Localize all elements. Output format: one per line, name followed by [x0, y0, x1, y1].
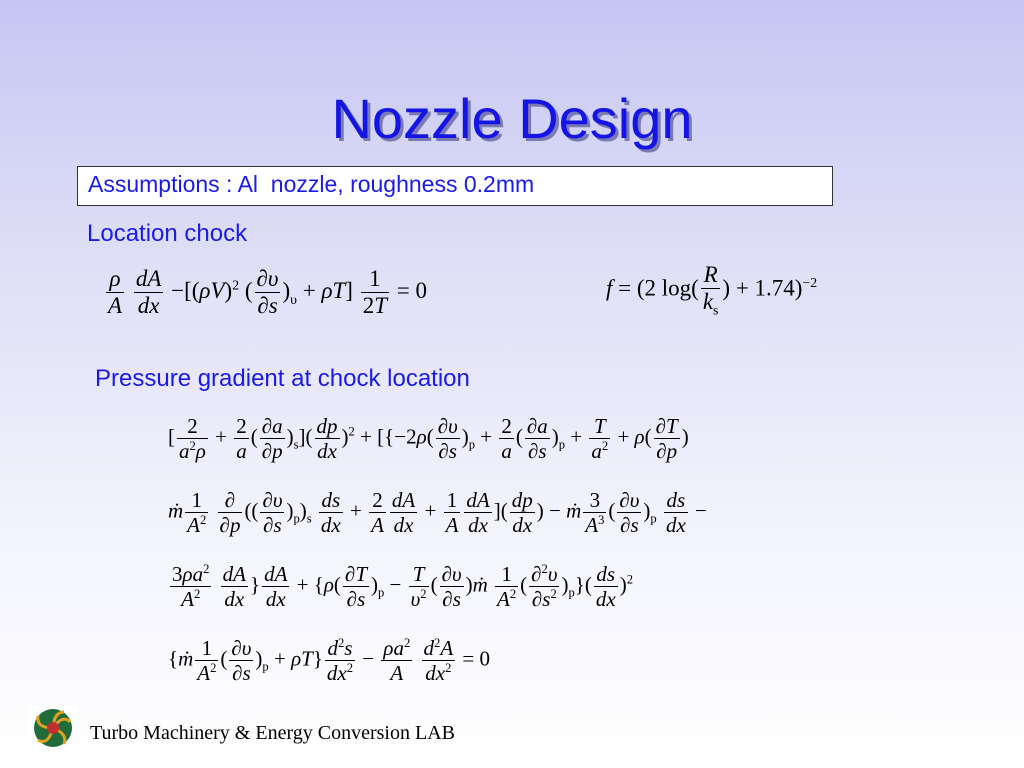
footer-lab-name: Turbo Machinery & Energy Conversion LAB [90, 722, 455, 744]
equation-pressure-line-1: [ $\frac{2}{a^2\rho}$ + $\frac{2}{a}$ ( $\frac{\partial a}{\partial p}$ )$_s$]( $\frac{dp}{dx}$ )$^2$ + [{−2ρ( $\frac{\partial\upsilon}{\partial s}$ )$_p$ + $\frac{2}{a}$ ( $\frac{\partial a}{\partial s}$ )$_p$ + $\frac{T}{a^2}$ + ρ( $\frac{\partial T}{\partial p}$ ) [168, 414, 689, 464]
equation-location-chock: $\frac{\rho}{A}$ $\frac{dA}{dx}$ $-[(\rho V)^2$ ( $\frac{\partial\upsilon}{\partial s}$ )$_\upsilon + \rho T$] $\frac{1}{2T}$ = 0 [108, 266, 427, 319]
slide-title: Nozzle Design [331, 87, 693, 150]
equation-pressure-line-3: $\frac{3\rho a^2}{A^2}$ $\frac{dA}{dx}$ } $\frac{dA}{dx}$ + {ρ( $\frac{\partial T}{\partial s}$ )$_p$ − $\frac{T}{\upsilon^2}$ ( $\frac{\partial\upsilon}{\partial s}$ )ṁ $\frac{1}{A^2}$ ( $\frac{\partial^2\upsilon}{\partial s^2}$ )$_p$}( $\frac{ds}{dx}$ )$^2$ [172, 562, 633, 612]
lab-logo-icon [28, 706, 78, 750]
equation-pressure-line-4: {ṁ $\frac{1}{A^2}$ ( $\frac{\partial\upsilon}{\partial s}$ )$_p + \rho T$} $\frac{d^2s}{dx^2}$ − $\frac{\rho a^2}{A}$ $\frac{d^2A}{dx^2}$ = 0 [168, 636, 490, 686]
pressure-gradient-label: Pressure gradient at chock location [95, 365, 470, 392]
equation-friction-factor: f = (2 log( $\frac{R}{k_s}$ ) + 1.74)$^{-2}$ [606, 262, 818, 319]
equation-pressure-line-2: ṁ $\frac{1}{A^2}$ $\frac{\partial}{\partial p}$ (( $\frac{\partial\upsilon}{\partial s}$ )$_p)_s$ $\frac{ds}{dx}$ + $\frac{2}{A}$ $\frac{dA}{dx}$ + $\frac{1}{A}$ $\frac{dA}{dx}$ ]( $\frac{dp}{dx}$ ) − ṁ $\frac{3}{A^3}$ ( $\frac{\partial\upsilon}{\partial s}$ )$_p$ $\frac{ds}{dx}$ − [168, 488, 707, 538]
location-chock-label: Location chock [87, 220, 248, 247]
assumptions-box: Assumptions : Al nozzle, roughness 0.2mm [77, 166, 833, 206]
